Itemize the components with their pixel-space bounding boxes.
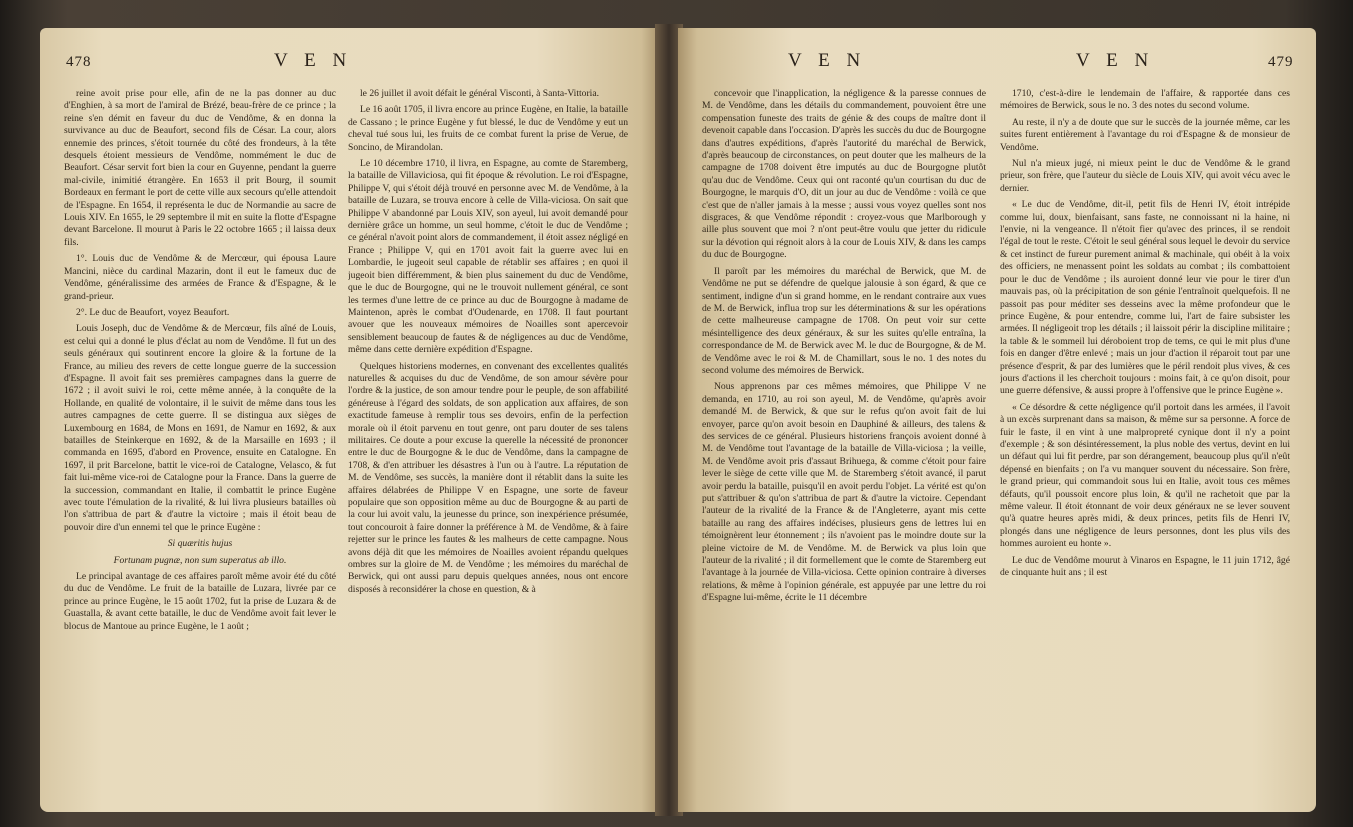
paragraph: Au reste, il n'y a de doute que sur le succès de la journée même, car les suites furent entièrement à l'avantage du roi d'Espagne & de monsieur de Vendôme. [1000,116,1290,153]
left-column-2 [348,88,628,788]
right-running-head: V E N [788,50,867,71]
paragraph: le 26 juillet il avoit défait le général Visconti, à Santa-Vittoria. [360,88,599,99]
left-page-number: 478 [66,54,92,70]
paragraph: Le 10 décembre 1710, il livra, en Espagne, au comte de Staremberg, la bataille de Villaviciosa, qui fit époque & révolution. Le roi d'Espagne, Philippe V, qui s'étoit déjà trouvé en personne avec M. de Vendôme, à la bataille de Luzara, se trouva encore à celle de Villa-viciosa. On sait que Philippe V abandonné par Louis XIV, son ayeul, lui avoit demandé pour dernière grâce un homme, un seul homme, c'étoit le duc de Vendôme ; ce général n'avoit point alors de commandement, il étoit assez négligé en France ; Philippe V, qui en 1701 avoit fait la guerre avec lui en Lombardie, le jugeoit seul capable de rétablir ses affaires ; en quoi il jugeoit bien différemment, & bien plus sainement du duc de Vendôme, que le duc de Bourgogne, qui ne le trouvoit nullement général, ce sont les termes d'une lettre de ce prince au duc de Bourgogne à madame de Maintenon, après le combat d'Oudenarde, en 1708. Il faut pourtant avouer que les nouveaux mémoires de Noailles sont apercevoir sensiblement beaucoup de fautes & de négligences au duc de Vendôme, même dans cette dernière expédition d'Espagne. [348,158,628,356]
paragraph: « Ce désordre & cette négligence qu'il portoit dans les armées, il l'avoit à un excès surprenant dans sa maison, & même sur sa personne. A force de fuir le faste, il en vint à une malpropreté cynique dont il n'y a point d'exemple ; & son désintéressement, la plus noble des vertus, devint en lui un défaut qui lui fit perdre, par son dérangement, beaucoup plus qu'il n'eût dépensé en bienfaits ; on l'a vu manquer souvent du nécessaire. Son frère, le grand prieur, qui commandoit sous lui en Italie, avoit tous ces mêmes défauts, qu'il poussoit encore plus loin, & qu'il ne rachetoit que par la même valeur. Il étoit étonnant de voir deux généraux ne se lever souvent qu'à quatre heures après midi, & deux princes, petits fils de Henri IV, plongés dans une négligence de leurs personnes, dont les plus vils des hommes auroient eu honte ». [1000,401,1290,550]
right-running-head-2: V E N [1076,50,1155,71]
paragraph: Nous apprenons par ces mêmes mémoires, que Philippe V ne demanda, en 1710, au roi son ayeul, M. de Vendôme, qu'après avoir demandé M. de Berwick, & que sur le refus qu'on avoit fait de lui envoyer, parce qu'on avoit besoin en Dauphiné & ailleurs, des talens & des services de ce général. Plusieurs historiens françois avoient donné à M. de Vendôme tout l'avantage de la bataille de Villa-viciosa ; la veille, M. de Vendôme avoit pris d'assaut Brihuega, & comme c'étoit pour faire lever le siège de cette ville que M. de Staremberg s'étoit avancé, il parut avoir perdu la bataille, puisqu'il en avoit perdu l'objet. La vérité est qu'on put s'attribuer & qu'on s'attribua de part & d'autre la victoire. Cependant l'auteur de la rivalité de la France & de l'Angleterre, ayant mis cette bataille au rang des affaires indécises, plusieurs gens de lettres lui en témoignèrent leur étonnement ; ils n'avoient pas le moindre doute sur la pleine victoire de M. de Vendôme. M. de Berwick va plus loin que l'auteur de la rivalité ; il dit formellement que le comte de Staremberg eut l'avantage à la journée de Villa-viciosa. Cette opinion contraire à diverses relations, & même à l'opinion générale, est appuyée par une lettre du roi d'Espagne lui-même, écrite le 11 décembre [702,381,986,604]
paragraph: concevoir que l'inapplication, la négligence & la paresse connues de M. de Vendôme, dans les détails du commandement, pouvoient être une compensation funeste des traits de génie & des coups de maître dont il devenoit capable dans l'occasion. D'après les succès du duc de Bourgogne dans d'autres expéditions, d'après l'autorité du maréchal de Berwick, d'après beaucoup de circonstances, on peut douter que les malheurs de la campagne de 1708 doivent être imputés au duc de Bourgogne plutôt qu'au duc de Vendôme. Ceux qui ont raconté qu'un courtisan du duc de Bourgogne, le marquis d'O, dit un jour au duc de Vendôme : voilà ce que c'est que de n'aller jamais à la messe ; aussi vous voyez quelles sont nos disgraces, & que Vendôme répondit : croyez-vous que Marlborough y aille plus souvent que moi ? n'ont peut-être voulu que jetter du ridicule sur la dévotion qui régnoit alors à la cour de Louis XIV, & dans les camps du duc de Bourgogne. [702,88,986,261]
paragraph: Quelques historiens modernes, en convenant des excellentes qualités naturelles & acquises du duc de Vendôme, de son amour sévère pour l'ordre & la justice, de son amour tendre pour le peuple, de son affabilité généreuse à l'égard des soldats, de son application aux affaires, de son exactitude fameuse à remplir tous ses devoirs, enfin de la perfection morale où il étoit parvenu en tout genre, ont paru douter de ses talens militaires. Ce doute a pour excuse la querelle la nécessité de prononcer entre le duc de Bourgogne & le duc de Vendôme, dans la campagne de 1708, & d'en attribuer les désastres à l'un ou à l'autre. La réputation de M. de Vendôme, ses succès, la manière dont il rétablit dans la suite les affaires délabrées de Philippe V en Espagne, une sorte de faveur populaire que son opposition même au duc de Bourgogne & au parti de la cour lui avoit valu, la jeunesse du prince, son inexpérience présumée, tout concouroit à faire donner la préférence à M. de Vendôme, & à faire rejetter sur le prince les fautes & les malheurs de cette campagne. Nous avons déjà dit que les mémoires de Noailles avoient répandu quelques ombres sur la gloire de M. de Vendôme ; les mémoires du maréchal de Berwick, qui ont aussi paru depuis quelques années, nous ont encore disposés à reconsidérer la chose en question, & à [348,360,628,595]
paragraph: Le principal avantage de ces affaires paroît même avoir été du côté du duc de Vendôme. Le fruit de la bataille de Luzara, livrée par ce prince au prince Eugène, le 15 août 1702, fut la prise de Luzara & de Guastalla, & avant cette bataille, le duc de Vendôme avoit fait lever le blocus de Mantoue au prince Eugène, le 1 août ; [64,571,336,632]
latin-quote-line-1: Si quæritis hujus [167,538,233,550]
right-column-2 [1000,88,1290,788]
left-page [40,28,660,812]
right-page-number: 479 [1268,54,1294,70]
left-column-1 [64,88,336,788]
paragraph: « Le duc de Vendôme, dit-il, petit fils de Henri IV, étoit intrépide comme lui, doux, bienfaisant, sans faste, ne connoissant ni la haine, ni l'envie, ni la vengeance. Il n'étoit fier qu'avec des princes, il se rendoit l'égal de tout le reste. C'étoit le seul général sous lequel le devoir du service & cet instinct de fureur purement animal & machinale, qui obéit à la voix des officiers, ne menassent point les soldats au combat ; ils combattoient pour le duc de Vendôme ; ils auroient donné leur vie pour le tirer d'un mauvais pas, où la précipitation de son génie l'entraînoit quelquefois. Il ne passoit pas pour méditer ses desseins avec la même profondeur que le prince Eugène, & pour entendre, comme lui, l'art de faire subsister les armées. Il négligeoit trop les détails ; il laissoit périr la discipline militaire ; la table & le sommeil lui déroboient trop de tems, ce qui le mit plus d'une fois en danger d'être enlevé ; mais un jour d'action il réparoit tout par une présence d'esprit, & par des lumières que le péril rendoit plus vives, & ces jours d'actions il les cherchoit toujours : moins fait, à ce qu'on disoit, pour une guerre défensive, & aussi propre à l'offensive que le prince Eugène ». [1000,199,1290,397]
latin-quote-line-2: Fortunam pugnæ, non sum superatus ab illo. [113,554,287,566]
paragraph: Le 16 août 1705, il livra encore au prince Eugène, en Italie, la bataille de Cassano ; le prince Eugène y fut blessé, le duc de Vendôme y eut un cheval tué sous lui, les fruits de ce combat furent la prise de Verue, de Soncino, de Mirandolan. [348,104,628,153]
paragraph: 1710, c'est-à-dire le lendemain de l'affaire, & rapportée dans ces mémoires de Berwick, sous le no. 3 des notes du second volume. [1000,88,1290,112]
paragraph: Nul n'a mieux jugé, ni mieux peint le duc de Vendôme & le grand prieur, son frère, que l'auteur du siècle de Louis XIV, qui avoit vécu avec le dernier. [1000,158,1290,194]
paragraph: 2°. Le duc de Beaufort, voyez Beaufort. [76,306,230,318]
left-running-head: V E N [274,50,353,71]
paragraph: Louis Joseph, duc de Vendôme & de Mercœur, fils aîné de Louis, est celui qui a donné le plus d'éclat au nom de Vendôme. Il fut un des seuls généraux qui soutinrent encore la gloire & la fortune de la France, au milieu des revers de cette longue guerre de la succession d'Espagne. Il avoit fait ses premières campagnes dans la guerre de 1672 ; il avoit suivi le roi, cette même année, à la conquête de la Hollande, en qualité de volontaire, il le suivit de même dans tous les autres campagnes de cette guerre. Il se distingua aux sièges de Luxembourg en 1684, de Mons en 1691, de Namur en 1692, & aux batailles de Steinkerque en 1692, & de la Marsaille en 1693 ; il commanda en 1695, d'abord en Provence, ensuite en Catalogne. En 1697, il prit Barcelone, battit le vice-roi de Catalogne, Velasco, & fut fait lui-même vice-roi de Catalogne pour la France. Dans la guerre de la succession, commandant en Italie, il combattit le prince Eugène avec toute l'émulation de la rivalité, & lui livra plusieurs batailles où l'on s'attribua de part & d'autre la victoire ; mais il étoit beau de pouvoir dire d'un ennemi tel que le prince Eugène : [64,323,336,533]
paragraph: Il paroît par les mémoires du maréchal de Berwick, que M. de Vendôme ne put se défendre de quelque jalousie à son égard, & que ce sentiment, indigne d'un si grand homme, en le rendant contraire aux vues de M. de Berwick, influa trop sur les déterminations & sur les opérations de cette malheureuse campagne de 1708. On peut voir sur cette mésintelligence des deux généraux, & sur les suites qu'elle entraîna, la correspondance de M. de Berwick avec M. le duc de Bourgogne, & de M. de Vendôme avec le roi & M. de Chamillart, sous le no. 1 des notes du second volume des mémoires de Berwick. [702,265,986,376]
paragraph: Le duc de Vendôme mourut à Vinaros en Espagne, le 11 juin 1712, âgé de cinquante huit ans ; il est [1000,554,1290,579]
paragraph: 1°. Louis duc de Vendôme & de Mercœur, qui épousa Laure Mancini, nièce du cardinal Mazarin, dont il eut le fameux duc de Vendôme, généralissime des armées de France & d'Espagne, & le grand-prieur. [64,253,336,302]
paragraph: reine avoit prise pour elle, afin de ne la pas donner au duc d'Enghien, à sa mort de l'amiral de Brézé, beau-frère de ce prince ; la reine s'en démit en faveur du duc de Vendôme, & en donna la survivance au duc de Beaufort, second fils de César. La cour, alors ennemie des princes, s'étoit tournée du côté des frondeurs, à la tête desquels étoient messieurs de Vendôme, nommément le duc de Beaufort. César servit fort bien la cour en Guyenne, pendant la guerre mal-civile, inimitié étrangère. En 1653 il prit Bourg, il soumit Bordeaux en fermant le port de cette ville aux secours qu'elle attendoit de l'Espagne. En 1654, il représenta le duc de Normandie au sacre de Louis XIV. En 1655, le 29 septembre il mit en suite la flotte d'Espagne devant Barcelone. Il mourut à Paris le 22 octobre 1665 ; il laissa deux fils. [64,88,336,248]
right-page [678,28,1316,812]
right-column-1 [702,88,986,788]
